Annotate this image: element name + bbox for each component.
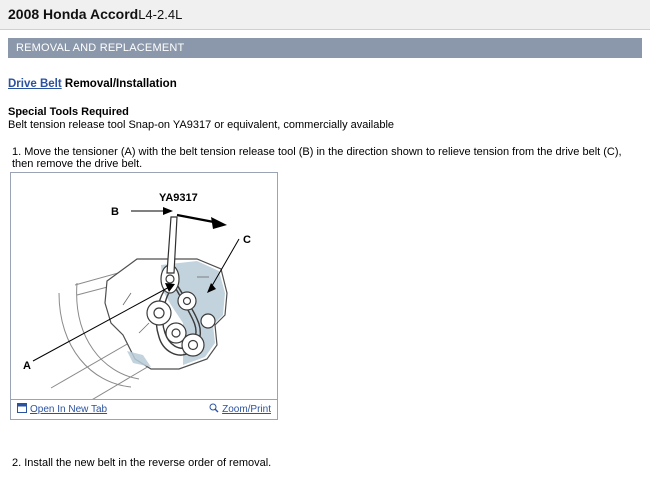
- magnifier-icon: [209, 403, 219, 416]
- figure-illustration: [11, 173, 277, 399]
- page-title: [8, 6, 182, 22]
- figure-label-a: A: [23, 360, 31, 372]
- figure-label-ya9317: YA9317: [159, 192, 198, 204]
- zoom-print-link[interactable]: [209, 403, 271, 416]
- step-2-text: 2. Install the new belt in the reverse order of removal.: [12, 457, 272, 469]
- document-title-bar: [0, 0, 650, 30]
- vehicle-engine: L4-2.4L: [138, 7, 183, 22]
- figure-container: [10, 172, 278, 420]
- figure-label-c: C: [243, 234, 251, 246]
- procedure-subtitle-link[interactable]: Drive Belt: [8, 78, 62, 90]
- procedure-subtitle: [8, 78, 177, 90]
- zoom-print-label: Zoom/Print: [222, 404, 271, 415]
- open-in-new-tab-link[interactable]: [17, 403, 107, 416]
- new-tab-icon: [17, 403, 27, 416]
- vehicle-name: 2008 Honda Accord: [8, 6, 139, 22]
- figure-toolbar: [11, 399, 277, 419]
- special-tools-heading: Special Tools Required: [8, 106, 129, 118]
- figure-label-b: B: [111, 206, 119, 218]
- step-1-text: 1. Move the tensioner (A) with the belt tension release tool (B) in the direction shown to relieve tension from the drive belt (C), then remove the drive belt.: [12, 146, 622, 170]
- section-header-band: REMOVAL AND REPLACEMENT: [8, 38, 642, 58]
- procedure-subtitle-rest: Removal/Installation: [61, 78, 177, 90]
- open-in-new-tab-label: Open In New Tab: [30, 404, 108, 415]
- special-tools-text: Belt tension release tool Snap-on YA9317 or equivalent, commercially available: [8, 119, 395, 131]
